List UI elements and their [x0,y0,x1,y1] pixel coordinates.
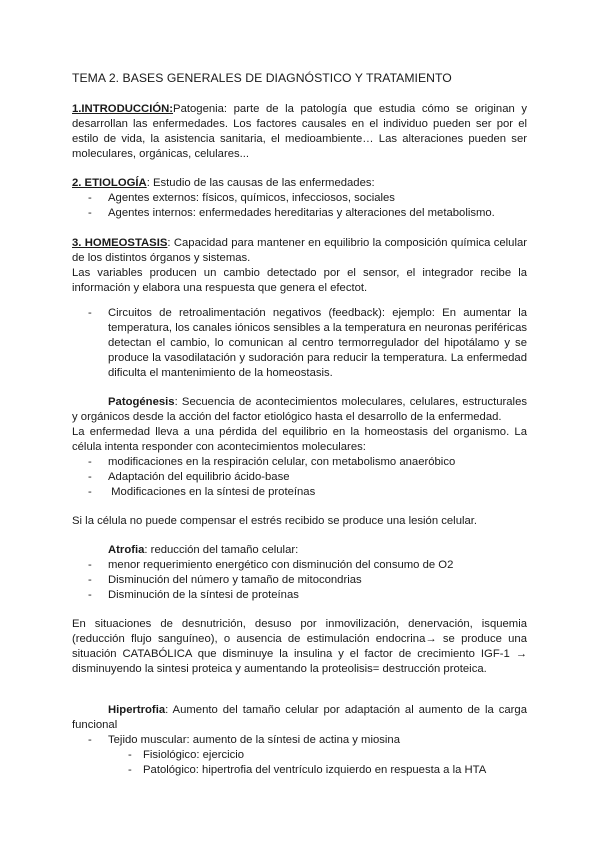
bullet-dash: - [88,559,92,571]
patogenesis-item: Adaptación del equilibrio ácido-base [108,471,290,483]
homeostasis-text: : Capacidad para mantener en equilibrio la composición química celular de los distintos órganos y sistemas. [72,237,527,264]
feedback-circuit-item: Circuitos de retroalimentación negativos (feedback): ejemplo: En aumentar la temperatura, los canales iónicos sensibles a la temperatura en neuronas periféricas detectan el cambio, lo comunican al centro termorregulador del hipotálamo y se produce la vasodilatación y sudoración para reducir la temperatura. La enfermedad dificulta el mantenimiento de la homeostasis. [108,307,527,379]
etiologia-paragraph [72,176,527,191]
etiologia-item: Agentes externos: físicos, químicos, infecciosos, sociales [108,192,395,204]
etiologia-item: Agentes internos: enfermedades hereditarias y alteraciones del metabolismo. [108,207,495,219]
bullet-dash: - [88,307,92,319]
hipertrofia-subitem: Fisiológico: ejercicio [143,749,245,761]
patogenesis-paragraph [72,395,527,425]
lesion-paragraph: Si la célula no puede compensar el estrés recibido se produce una lesión celular. [72,515,478,527]
bullet-dash: - [88,456,92,468]
bullet-dash: - [88,589,92,601]
homeostasis-text-2: Las variables producen un cambio detectado por el sensor, el integrador recibe la información y elabora una respuesta que genera el efectot. [72,267,527,294]
bullet-dash: - [88,486,92,498]
etiologia-text: : Estudio de las causas de las enfermedades: [146,177,375,189]
hipertrofia-paragraph [72,703,527,733]
intro-paragraph [72,102,527,162]
homeostasis-heading: 3. HOMEOSTASIS [72,237,168,249]
hipertrofia-subitem: Patológico: hipertrofia del ventrículo izquierdo en respuesta a la HTA [143,764,487,776]
etiologia-heading: 2. ETIOLOGÍA [72,177,147,189]
patogenesis-heading: Patogénesis [108,396,175,408]
hipertrofia-text: : Aumento del tamaño celular por adaptación al aumento de la carga funcional [72,704,527,731]
bullet-dash: - [88,207,92,219]
patogenesis-text-2: La enfermedad lleva a una pérdida del equilibrio en la homeostasis del organismo. La célula intenta responder con acontecimientos moleculares: [72,426,527,453]
bullet-dash: - [88,574,92,586]
patogenesis-item: Modificaciones en la síntesi de proteínas [108,486,316,498]
atrofia-text: : reducción del tamaño celular: [144,544,299,556]
bullet-dash: - [88,192,92,204]
bullet-dash: - [88,471,92,483]
atrofia-paragraph [108,543,527,558]
atrofia-item: Disminución del número y tamaño de mitocondrias [108,574,362,586]
bullet-dash: - [128,764,132,776]
atrofia-item: menor requerimiento energético con disminución del consumo de O2 [108,559,454,571]
patogenesis-text: : Secuencia de acontecimientos moleculares, celulares, estructurales y orgánicos desde la acción del factor etiológico hasta el desarrollo de la enfermedad. [72,396,527,423]
atrofia-item: Disminución de la síntesi de proteínas [108,589,299,601]
atrofia-situation-paragraph: En situaciones de desnutrición, desuso por inmovilización, denervación, isquemia (reducción flujo sanguíneo), o ausencia de estimulación endocrina→ se produce una situación CATABÓLICA que disminuye la insulina y el factor de crecimiento IGF-1 → disminuyendo la sintesi proteica y aumentando la proteolisis= destrucción proteica. [72,618,527,675]
atrofia-heading: Atrofia [108,544,145,556]
hipertrofia-heading: Hipertrofia [108,704,166,716]
intro-heading: 1.INTRODUCCIÓN: [72,103,174,115]
homeostasis-paragraph [72,236,527,296]
document-title: TEMA 2. BASES GENERALES DE DIAGNÓSTICO Y TRATAMIENTO [72,71,452,85]
bullet-dash: - [88,734,92,746]
patogenesis-item: modificaciones en la respiración celular, con metabolismo anaeróbico [108,456,456,468]
hipertrofia-item: Tejido muscular: aumento de la síntesi de actina y miosina [108,734,400,746]
bullet-dash: - [128,749,132,761]
intro-text: Patogenia: parte de la patología que estudia cómo se originan y desarrollan las enfermedades. Los factores causales en el individuo pueden ser por el estilo de vida, la asistencia sanitaria, el medioambiente… Las alteraciones pueden ser moleculares, orgánicas, celulares... [72,103,527,160]
